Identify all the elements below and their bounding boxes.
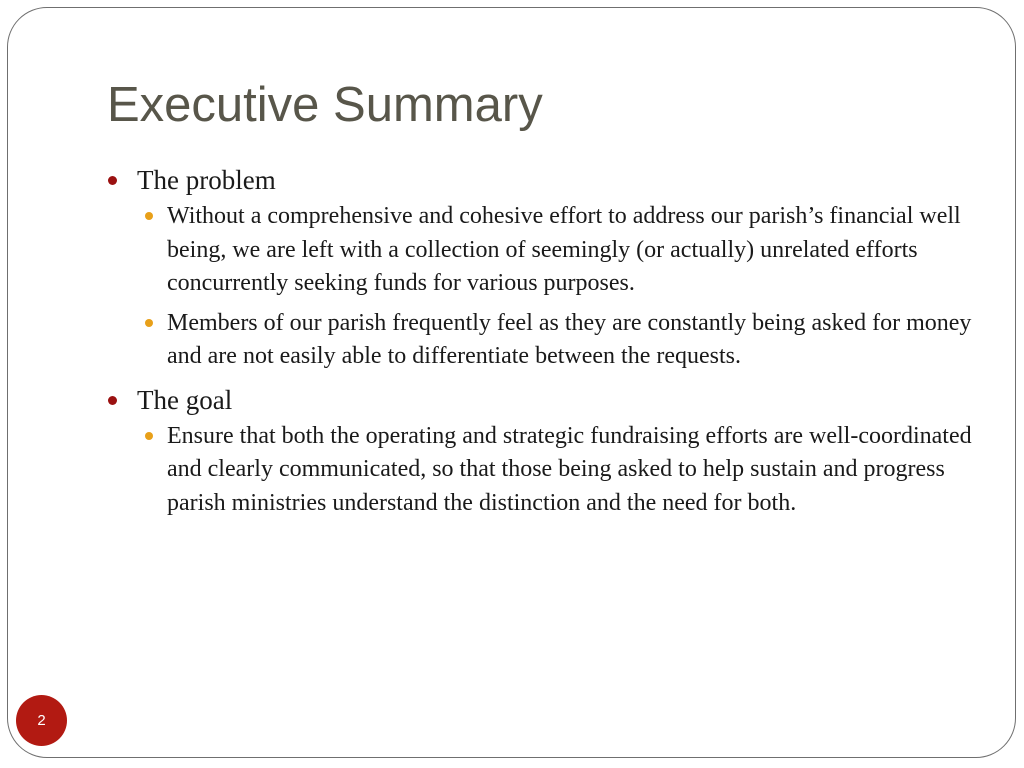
bullet-goal-heading: The goal [137, 384, 233, 415]
sub-bullet-problem-1 [137, 200, 985, 301]
page-number-badge: 2 [16, 695, 67, 746]
level2-bullet-icon [145, 319, 153, 327]
sub-bullet-goal-1 [137, 420, 985, 521]
sub-bullet-text: Without a comprehensive and cohesive effort to address our parish’s financial well being, we are left with a collection of seemingly (or actually) unrelated efforts concurrently seeking funds for various purposes. [167, 203, 961, 296]
slide-body [105, 164, 985, 526]
sub-bullet-text: Ensure that both the operating and strategic fundraising efforts are well-coordinated and clearly communicated, so that those being asked to help sustain and progress parish ministries understand the distinction and the need for both. [167, 422, 972, 516]
level2-bullet-icon [145, 432, 153, 440]
slide-title: Executive Summary [107, 78, 543, 132]
level2-bullet-icon [145, 212, 153, 220]
bullet-problem [105, 164, 985, 196]
sub-bullet-problem-2 [137, 307, 985, 374]
sub-bullet-text: Members of our parish frequently feel as they are constantly being asked for money and are not easily able to differentiate between the requests. [167, 309, 972, 369]
bullet-problem-heading: The problem [137, 165, 276, 195]
level1-bullet-icon [108, 176, 117, 185]
level1-bullet-icon [108, 396, 117, 405]
bullet-goal [105, 384, 985, 416]
